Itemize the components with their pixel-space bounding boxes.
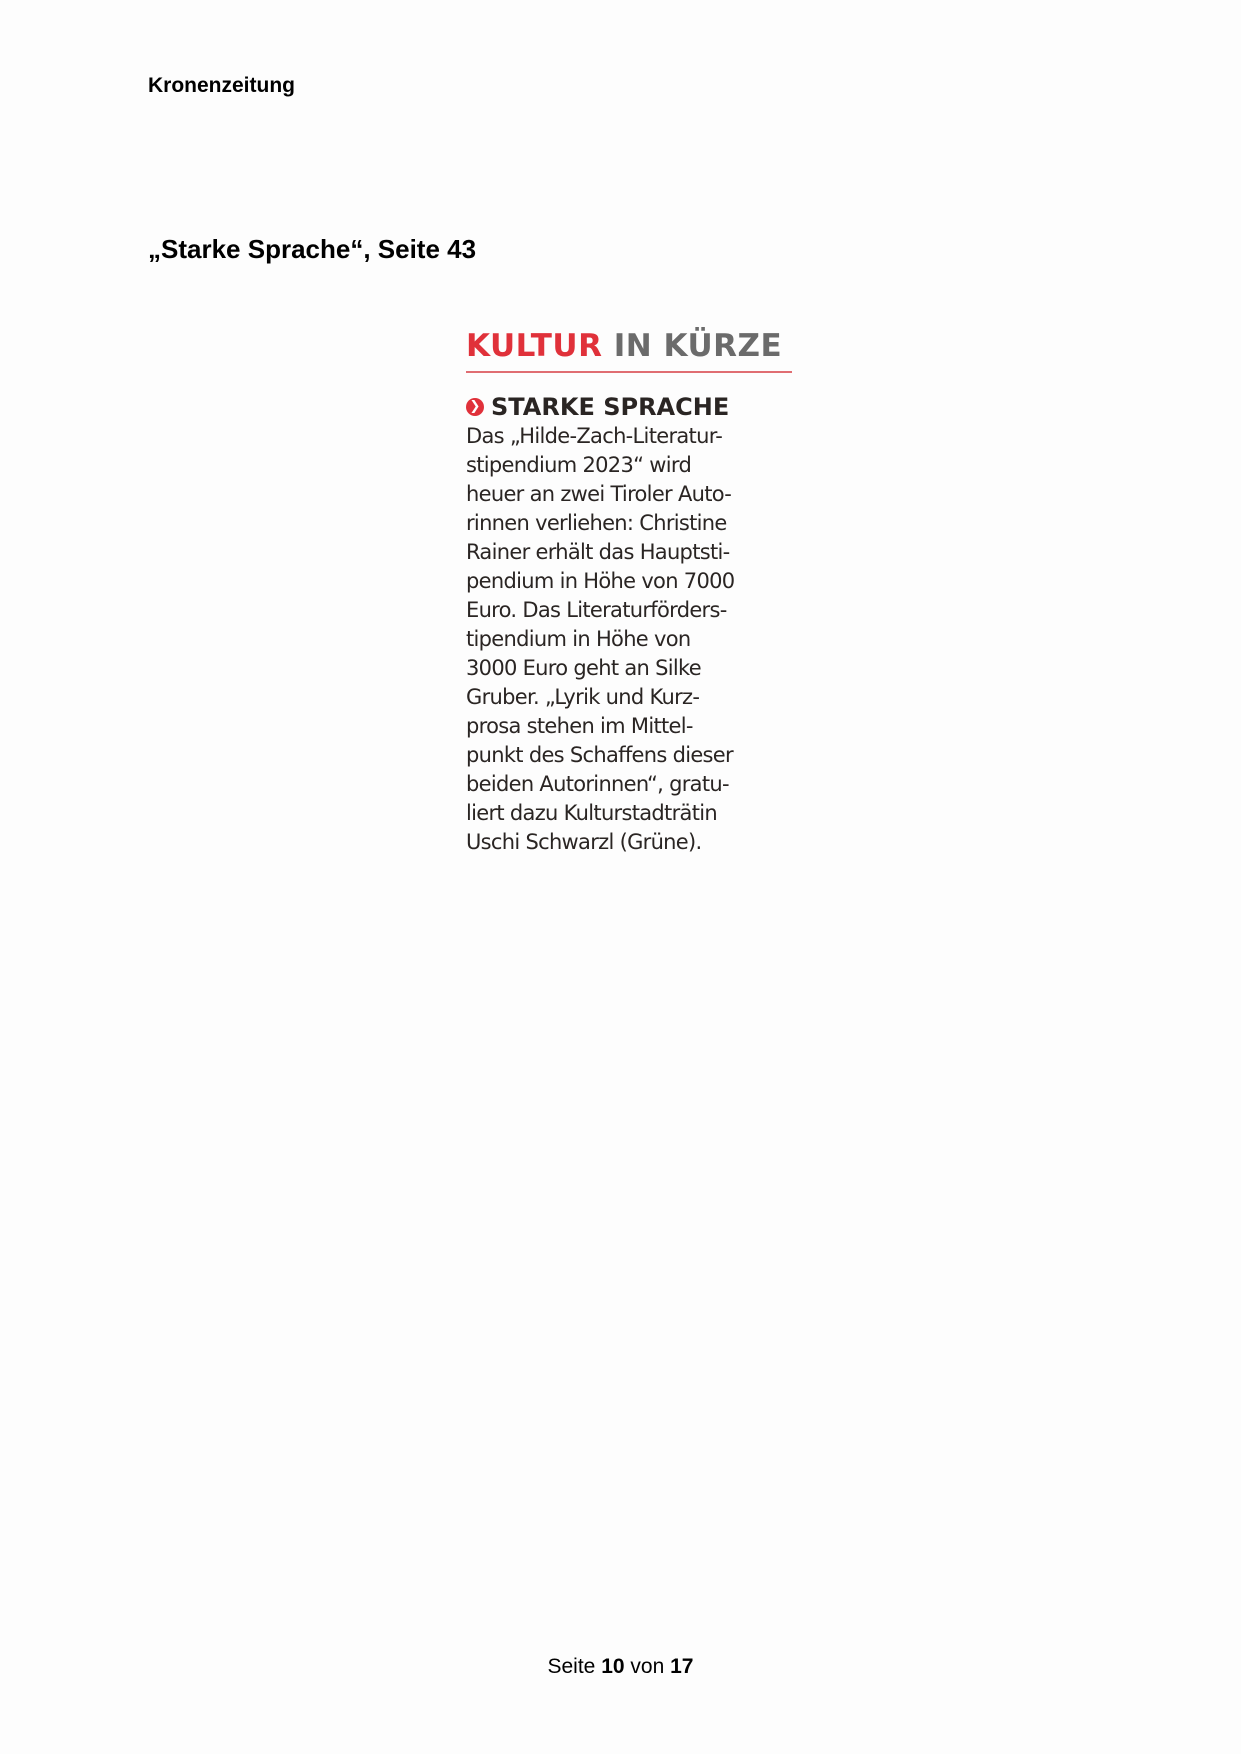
article-body [466, 422, 806, 857]
article-line: Rainer erhält das Hauptsti- [466, 540, 730, 564]
article-line: Uschi Schwarzl (Grüne). [466, 830, 702, 854]
article-line: Euro. Das Literaturförders- [466, 598, 727, 622]
total-pages-number: 17 [670, 1655, 694, 1678]
article-line: Das „Hilde-Zach-Literatur- [466, 424, 723, 448]
article-headline [466, 393, 806, 421]
article-line: beiden Autorinnen“, gratu- [466, 772, 729, 796]
article-line: heuer an zwei Tiroler Auto- [466, 482, 732, 506]
article-line: 3000 Euro geht an Silke [466, 656, 701, 680]
article-line: prosa stehen im Mittel- [466, 714, 693, 738]
article-line: Gruber. „Lyrik und Kurz- [466, 685, 700, 709]
newspaper-clipping [466, 325, 806, 857]
rubric-category: KULTUR [466, 328, 603, 364]
article-line: tipendium in Höhe von [466, 627, 691, 651]
article-line: liert dazu Kulturstadträtin [466, 801, 717, 825]
rubric-heading [466, 325, 806, 367]
rubric-divider [466, 371, 792, 373]
clipping-title: „Starke Sprache“, Seite 43 [148, 234, 477, 264]
rubric-subtitle: IN KÜRZE [613, 328, 783, 364]
page-label: Seite [547, 1655, 596, 1678]
article-line: punkt des Schaffens dieser [466, 743, 733, 767]
page-footer [0, 1655, 1241, 1679]
arrow-bullet-icon: ❯ [466, 398, 484, 416]
article-line: pendium in Höhe von 7000 [466, 569, 735, 593]
source-name: Kronenzeitung [148, 74, 295, 97]
article-line: stipendium 2023“ wird [466, 453, 692, 477]
current-page-number: 10 [601, 1655, 625, 1678]
page-of-label: von [630, 1655, 665, 1678]
article-line: rinnen verliehen: Christine [466, 511, 727, 535]
headline-text: STARKE SPRACHE [491, 393, 730, 421]
